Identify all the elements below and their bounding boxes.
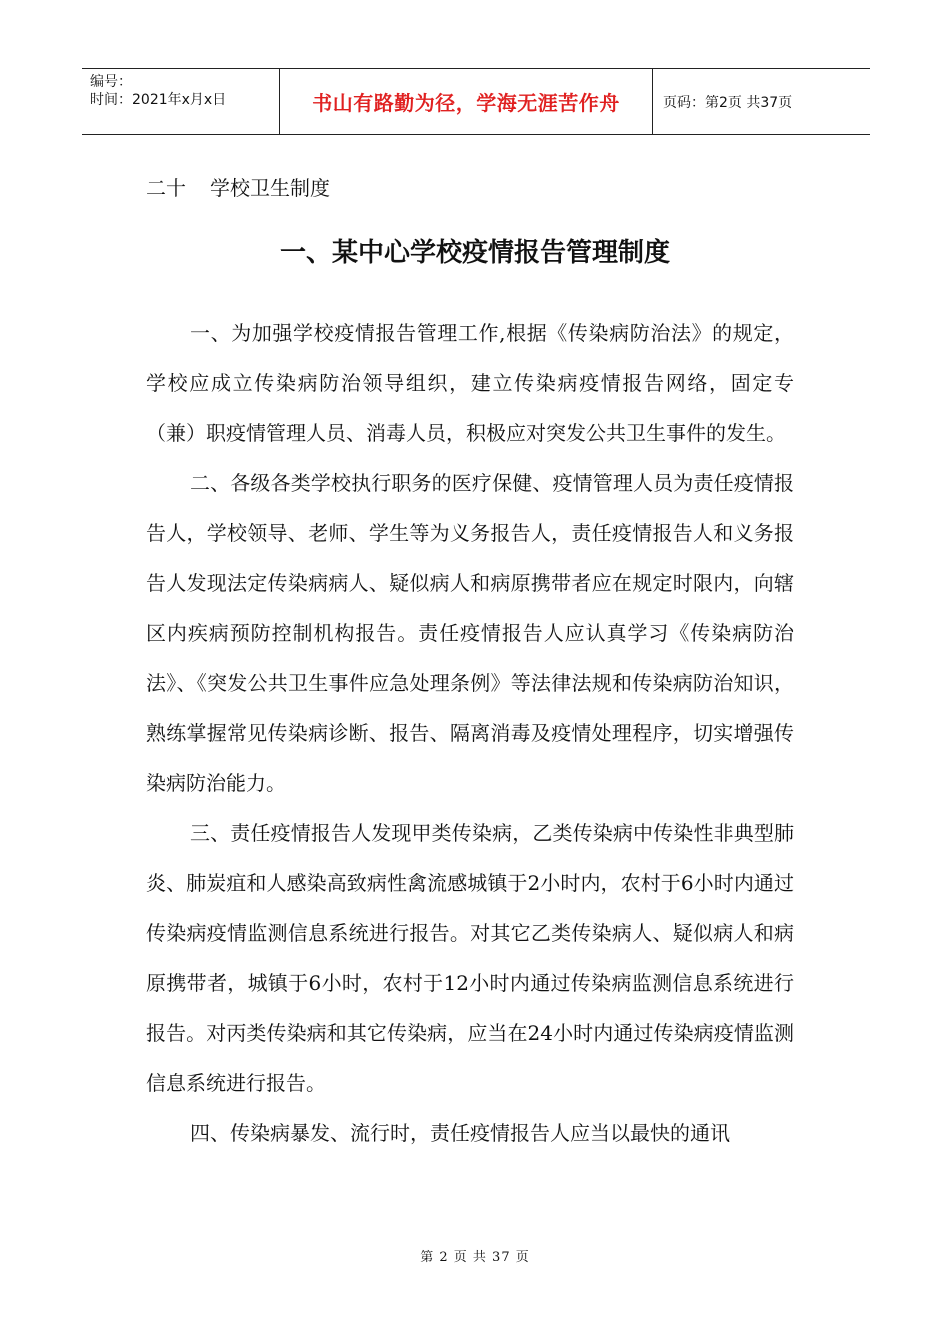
motto-text: 书山有路勤为径，学海无涯苦作舟 [312,91,620,115]
paragraph-3: 三、责任疫情报告人发现甲类传染病，乙类传染病中传染性非典型肺炎、肺炭疽和人感染高致病性禽流感城镇于2小时内，农村于6小时内通过传染病疫情监测信息系统进行报告。对其它乙类传染病人、疑似病人和病原携带者，城镇于6小时，农村于12小时内通过传染病监测信息系统进行报告。对丙类传染病和其它传染病，应当在24小时内通过传染病疫情监测信息系统进行报告。 [146,821,794,1095]
chapter-name: 学校卫生制度 [210,176,330,200]
chapter-heading [146,172,354,201]
header-motto-cell [280,69,653,134]
number-label: 编号： [90,74,132,90]
document-body [146,308,794,1158]
time-label: 时间：2021年x月x日 [90,92,227,108]
page-footer: 第 2 页 共 37 页 [420,1250,530,1265]
header-page-cell [653,69,870,134]
page-code: 页码：第2页 共37页 [663,94,793,111]
document-title: 一、某中心学校疫情报告管理制度 [279,238,670,268]
page-header [82,68,870,135]
paragraph-4: 四、传染病暴发、流行时，责任疫情报告人应当以最快的通讯 [190,1121,730,1145]
header-info-cell [82,69,280,134]
chapter-number: 二十 [146,176,186,200]
paragraph-1: 一、为加强学校疫情报告管理工作,根据《传染病防治法》的规定，学校应成立传染病防治领导组织，建立传染病疫情报告网络，固定专（兼）职疫情管理人员、消毒人员，积极应对突发公共卫生事件的发生。 [146,321,794,445]
paragraph-2: 二、各级各类学校执行职务的医疗保健、疫情管理人员为责任疫情报告人，学校领导、老师、学生等为义务报告人，责任疫情报告人和义务报告人发现法定传染病病人、疑似病人和病原携带者应在规定时限内，向辖区内疾病预防控制机构报告。责任疫情报告人应认真学习《传染病防治法》、《突发公共卫生事件应急处理条例》等法律法规和传染病防治知识，熟练掌握常见传染病诊断、报告、隔离消毒及疫情处理程序，切实增强传染病防治能力。 [146,471,794,795]
